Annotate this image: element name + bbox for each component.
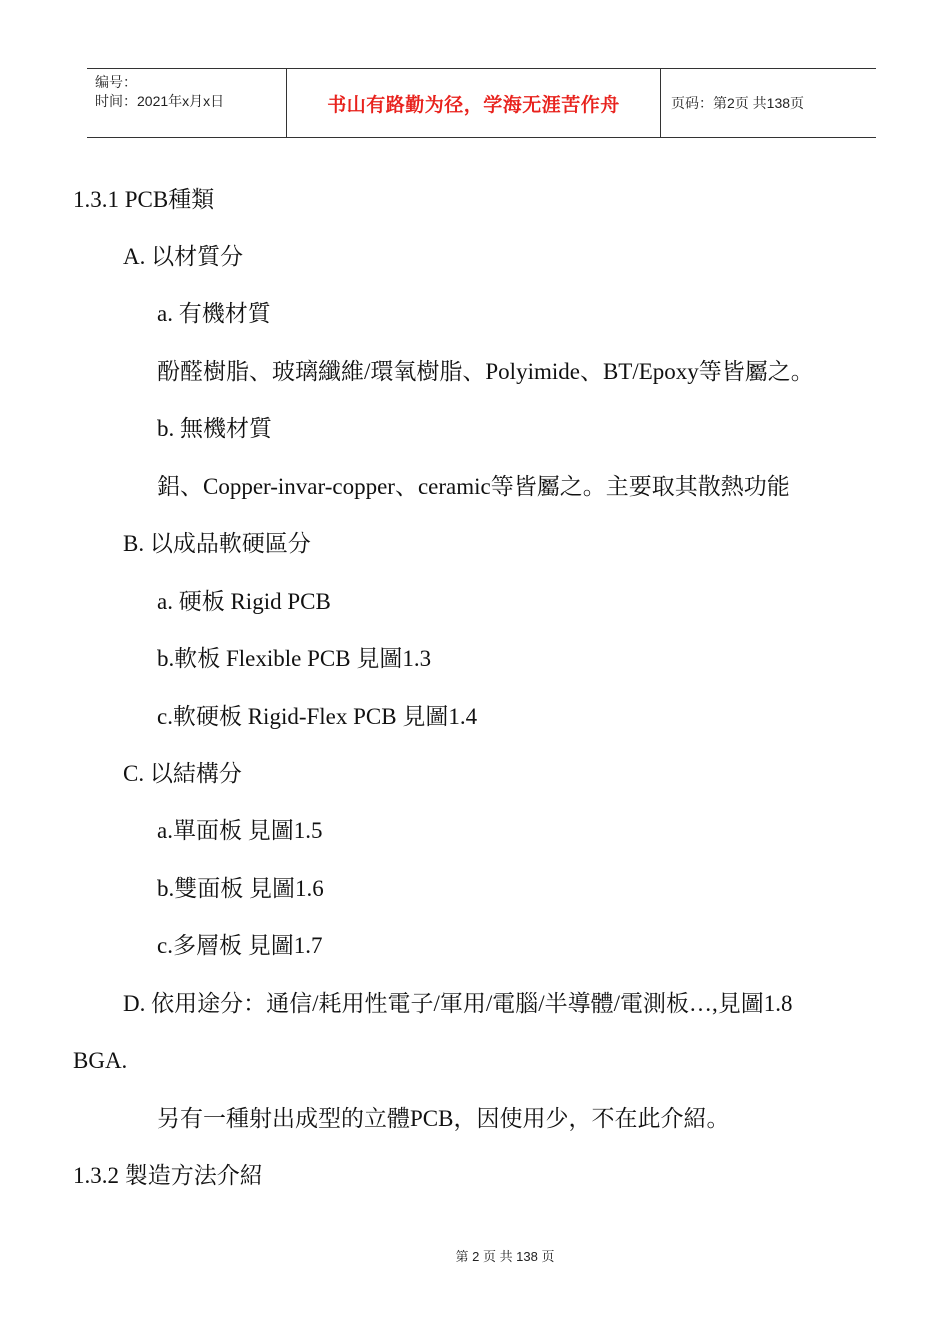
category-a-heading: A. 以材質分 <box>123 244 244 269</box>
item-rigid-pcb: a. 硬板 Rigid PCB <box>157 589 331 614</box>
category-d-heading: D. 依用途分：通信/耗用性電子/軍用/電腦/半導體/電測板…,見圖1.8 <box>123 991 793 1016</box>
section-heading-1-3-1: 1.3.1 PCB種類 <box>73 187 215 212</box>
section-heading-1-3-2: 1.3.2 製造方法介紹 <box>73 1163 263 1188</box>
item-double-sided: b.雙面板 見圖1.6 <box>157 876 324 901</box>
item-rigid-flex-pcb: c.軟硬板 Rigid-Flex PCB 見圖1.4 <box>157 704 478 729</box>
serial-label: 编号： <box>95 74 137 90</box>
item-organic-material: a. 有機材質 <box>157 301 271 326</box>
category-d-continuation: BGA. <box>73 1048 128 1073</box>
page-footer: 第 2 页 共 138 页 <box>455 1249 555 1264</box>
page-header <box>87 68 876 138</box>
category-c-heading: C. 以結構分 <box>123 761 242 786</box>
molded-pcb-note: 另有一種射出成型的立體PCB，因使用少，不在此介紹。 <box>157 1106 730 1131</box>
inorganic-material-desc: 鋁、Copper-invar-copper、ceramic等皆屬之。主要取其散熱功能 <box>157 474 790 499</box>
item-inorganic-material: b. 無機材質 <box>157 416 272 441</box>
item-multilayer: c.多層板 見圖1.7 <box>157 933 323 958</box>
header-meta <box>87 69 287 137</box>
item-single-sided: a.單面板 見圖1.5 <box>157 818 323 843</box>
item-flexible-pcb: b.軟板 Flexible PCB 見圖1.3 <box>157 646 432 671</box>
header-motto: 书山有路勤为径，学海无涯苦作舟 <box>287 69 661 137</box>
time-label: 时间：2021年x月x日 <box>95 93 225 109</box>
header-page-info: 页码：第2页 共138页 <box>671 95 805 111</box>
organic-material-desc: 酚醛樹脂、玻璃纖維/環氧樹脂、Polyimide、BT/Epoxy等皆屬之。 <box>157 359 814 384</box>
category-b-heading: B. 以成品軟硬區分 <box>123 531 311 556</box>
